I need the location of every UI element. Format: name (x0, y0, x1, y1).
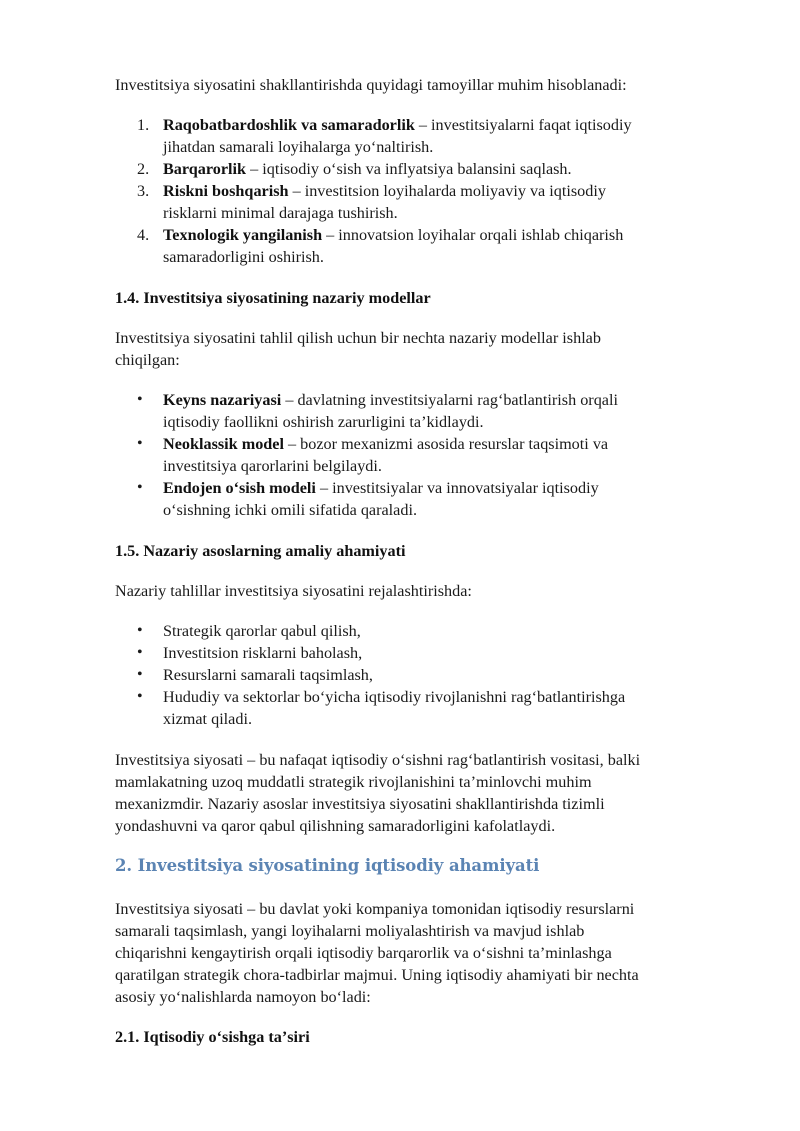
section-heading-1-5: 1.5. Nazariy asoslarning amaliy ahamiyati (115, 542, 406, 560)
bullet-icon: • (137, 435, 143, 452)
list-item (115, 686, 715, 730)
paragraph-line: samarali taqsimlash, yangi loyihalarni moliyalashtirish va mavjud ishlab (115, 922, 585, 940)
principles-list (115, 114, 715, 268)
list-text: iqtisodiy faollikni oshirish zarurligini taʼkidlaydi. (163, 413, 484, 431)
list-item (115, 477, 715, 521)
paragraph-line: Investitsiya siyosati – bu nafaqat iqtisodiy oʻsishni ragʻbatlantirish vositasi, balki (115, 751, 641, 769)
list-term: Barqarorlik (163, 160, 247, 178)
list-text: jihatdan samarali loyihalarga yoʻnaltirish. (163, 138, 434, 156)
paragraph-line: qaratilgan strategik chora-tadbirlar majmui. Uning iqtisodiy ahamiyati bir nechta (115, 966, 639, 984)
list-item (115, 389, 715, 433)
list-number: 3. (137, 182, 150, 200)
list-item (115, 158, 715, 180)
list-text: – investitsiyalarni faqat iqtisodiy (414, 116, 632, 134)
paragraph-line: mamlakatning uzoq muddatli strategik rivojlanishini taʼminlovchi muhim (115, 773, 592, 791)
list-text: – iqtisodiy oʻsish va inflyatsiya balansini saqlash. (246, 160, 572, 178)
list-number: 4. (137, 226, 150, 244)
principles-intro: Investitsiya siyosatini shakllantirishda quyidagi tamoyillar muhim hisoblanadi: (115, 76, 627, 94)
uses-list (115, 620, 715, 730)
models-intro (115, 327, 715, 371)
paragraph-line: yondashuvni va qaror qabul qilishning samaradorligini kafolatlaydi. (115, 817, 556, 835)
list-item (115, 114, 715, 158)
list-text: Hududiy va sektorlar boʻyicha iqtisodiy rivojlanishni ragʻbatlantirishga (163, 688, 626, 706)
list-term: Raqobatbardoshlik va samaradorlik (163, 116, 415, 134)
section-heading-2-1: 2.1. Iqtisodiy oʻsishga taʼsiri (115, 1028, 310, 1046)
paragraph-line: Investitsiya siyosatini tahlil qilish uchun bir nechta nazariy modellar ishlab (115, 329, 601, 347)
list-text: Strategik qarorlar qabul qilish, (163, 622, 361, 640)
list-term: Riskni boshqarish (163, 182, 289, 200)
list-item (115, 642, 715, 664)
document-page (115, 74, 715, 1066)
list-number: 1. (137, 116, 150, 134)
list-text: investitsiya qarorlarini belgilaydi. (163, 457, 382, 475)
list-text: risklarni minimal darajaga tushirish. (163, 204, 398, 222)
bullet-icon: • (137, 391, 143, 408)
bullet-icon: • (137, 479, 143, 496)
list-number: 2. (137, 160, 150, 178)
bullet-icon: • (137, 644, 143, 661)
list-text: oʻsishning ichki omili sifatida qaraladi. (163, 501, 418, 519)
section-2-paragraph (115, 898, 715, 1008)
list-text: – davlatning investitsiyalarni ragʻbatlantirish orqali (281, 391, 618, 409)
list-text: – bozor mexanizmi asosida resurslar taqsimoti va (283, 435, 609, 453)
models-list (115, 389, 715, 521)
list-text: – investitsiyalar va innovatsiyalar iqtisodiy (315, 479, 599, 497)
list-term: Endojen oʻsish modeli (163, 479, 316, 497)
paragraph-line: chiqarishni kengaytirish orqali iqtisodiy barqarorlik va oʻsishni taʼminlashga (115, 944, 612, 962)
bullet-icon: • (137, 622, 143, 639)
list-text: Resurslarni samarali taqsimlash, (163, 666, 373, 684)
list-text: Investitsion risklarni baholash, (163, 644, 363, 662)
list-text: – innovatsion loyihalar orqali ishlab chiqarish (322, 226, 624, 244)
list-text: samaradorligini oshirish. (163, 248, 324, 266)
paragraph-line: mexanizmdir. Nazariy asoslar investitsiya siyosatini shakllantirishda tizimli (115, 795, 605, 813)
list-term: Neoklassik model (163, 435, 284, 453)
list-term: Texnologik yangilanish (163, 226, 323, 244)
bullet-icon: • (137, 688, 143, 705)
list-item (115, 224, 715, 268)
list-text: – investitsion loyihalarda moliyaviy va iqtisodiy (288, 182, 606, 200)
list-item (115, 620, 715, 642)
section-heading-2: 2. Investitsiya siyosatining iqtisodiy ahamiyati (115, 856, 540, 875)
conclusion-paragraph (115, 749, 715, 837)
list-item (115, 180, 715, 224)
list-item (115, 433, 715, 477)
paragraph-line: asosiy yoʻnalishlarda namoyon boʻladi: (115, 988, 371, 1006)
bullet-icon: • (137, 666, 143, 683)
paragraph-line: Investitsiya siyosati – bu davlat yoki kompaniya tomonidan iqtisodiy resurslarni (115, 900, 635, 918)
list-item (115, 664, 715, 686)
uses-intro: Nazariy tahlillar investitsiya siyosatini rejalashtirishda: (115, 582, 472, 600)
list-text: xizmat qiladi. (163, 710, 253, 728)
paragraph-line: chiqilgan: (115, 351, 180, 369)
list-term: Keyns nazariyasi (163, 391, 282, 409)
section-heading-1-4: 1.4. Investitsiya siyosatining nazariy modellar (115, 289, 431, 307)
